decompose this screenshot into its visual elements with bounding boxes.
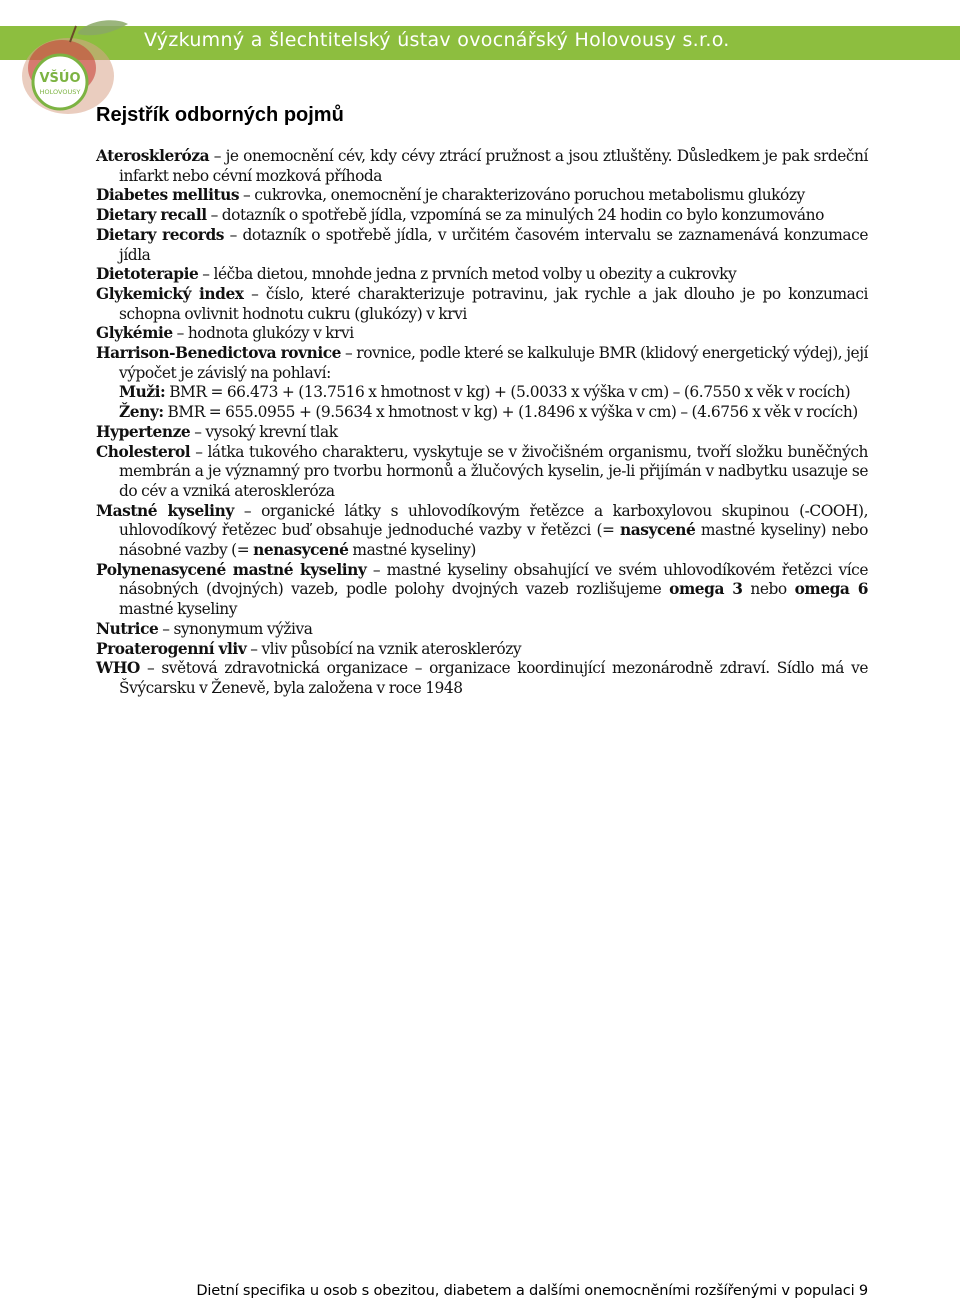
entry-term: Diabetes mellitus <box>96 186 240 205</box>
entry-definition: – rovnice, podle které se kalkuluje BMR (klidový energetický výdej), její výpočet je závislý na pohlaví: <box>119 344 868 382</box>
entry-term: Ateroskleróza <box>96 147 210 165</box>
entry-term: WHO <box>96 659 140 678</box>
logo-text-sub: HOLOVOUSY <box>39 88 81 96</box>
entry-definition: – organické látky s uhlovodíkovým řetězce a karboxylovou skupinou (-COOH), uhlovodíkový řetězec buď obsahuje jednoduché vazby v řetězci (= <box>119 501 869 540</box>
emphasis-nenasycene: nenasycené <box>253 541 349 560</box>
entry-term: Glykemický index <box>96 284 244 303</box>
entry-definition: – je onemocnění cév, kdy cévy ztrácí pružnost a jsou ztluštěny. Důsledkem je pak srdeční infarkt nebo cévní mozková příhoda <box>119 147 868 185</box>
glossary-entry-who <box>96 659 868 698</box>
entry-definition: – mastné kyseliny obsahující ve svém uhlovodíkovém řetězci více násobných (dvojných) vazeb, podle polohy dvojných vazeb rozlišujeme <box>119 560 869 599</box>
glossary-entry-nutrice <box>96 620 868 640</box>
formula-women <box>96 403 868 423</box>
glossary-entry-glykemicky-index <box>96 285 868 324</box>
formula-text: BMR = 66.473 + (13.7516 x hmotnost v kg) + (5.0033 x výška v cm) – (6.7550 x věk v rocích) <box>165 383 851 402</box>
apple-leaf <box>78 20 128 35</box>
entry-term: Polynenasycené mastné kyseliny <box>96 560 367 579</box>
glossary-entry-diabetes <box>96 186 868 206</box>
entry-definition: – vysoký krevní tlak <box>190 422 338 441</box>
glossary <box>96 147 868 699</box>
entry-definition: mastné kyseliny) nebo násobné vazby (= <box>119 521 868 560</box>
logo-text-main: VŠÚO <box>39 71 81 86</box>
glossary-entry-harrison-benedict <box>96 344 868 383</box>
apple-logo <box>14 8 132 118</box>
glossary-entry-ateroskleroza <box>96 147 868 186</box>
page-number: 9 <box>858 1282 868 1299</box>
glossary-entry-hypertenze <box>96 423 868 443</box>
entry-definition: – léčba dietou, mnohde jedna z prvních metod volby u obezity a cukrovky <box>198 265 737 284</box>
entry-term: Harrison-Benedictova rovnice <box>96 344 341 363</box>
glossary-entry-dietary-records <box>96 226 868 265</box>
entry-definition: mastné kyseliny) <box>348 541 476 560</box>
entry-definition: mastné kyseliny <box>119 600 237 619</box>
entry-definition: – dotazník o spotřebě jídla, vzpomíná se za minulých 24 hodin co bylo konzumováno <box>206 206 824 225</box>
entry-term: Cholesterol <box>96 442 191 461</box>
entry-term: Hypertenze <box>96 422 191 441</box>
emphasis-omega-6: omega 6 <box>794 580 868 599</box>
entry-term: Proaterogenní vliv <box>96 639 247 658</box>
formula-label: Ženy: <box>119 403 164 422</box>
formula-men <box>96 383 868 403</box>
formula-text: BMR = 655.0955 + (9.5634 x hmotnost v kg) + (1.8496 x výška v cm) – (4.6756 x věk v rocích) <box>163 403 858 422</box>
entry-definition: – světová zdravotnická organizace – organizace koordinující mezonárodně zdraví. Sídlo má ve Švýcarsku v Ženevě, byla založena v roce 1948 <box>119 659 868 697</box>
entry-definition: – dotazník o spotřebě jídla, v určitém časovém intervalu se zaznamenává konzumace jídla <box>119 225 868 264</box>
institute-name: Výzkumný a šlechtitelský ústav ovocnářský Holovousy s.r.o. <box>144 29 730 51</box>
glossary-entry-cholesterol <box>96 443 868 502</box>
entry-definition: – látka tukového charakteru, vyskytuje se v živočišném organismu, tvoří složku buněčných membrán a je významný pro tvorbu hormonů a žlučových kyselin, je-li přijímán v nadbytku usazuje se do cév a vzniká ateroskleróza <box>119 442 868 500</box>
page-title: Rejstřík odborných pojmů <box>96 104 344 126</box>
entry-term: Dietary records <box>96 225 224 244</box>
glossary-entry-proaterogenni-vliv <box>96 640 868 660</box>
glossary-entry-glykemie <box>96 324 868 344</box>
entry-definition: – vliv působící na vznik aterosklerózy <box>246 639 522 658</box>
entry-term: Dietary recall <box>96 206 207 225</box>
page-footer <box>196 1282 868 1299</box>
footer-text: Dietní specifika u osob s obezitou, diabetem a dalšími onemocněními rozšířenými v populaci <box>196 1282 855 1299</box>
glossary-entry-polynenasycene <box>96 561 868 620</box>
entry-definition: – synonymum výživa <box>158 619 313 638</box>
entry-definition: – číslo, které charakterizuje potravinu, jak rychle a jak dlouho je po konzumaci schopna ovlivnit hodnotu cukru (glukózy) v krvi <box>119 284 869 323</box>
entry-term: Nutrice <box>96 619 159 638</box>
glossary-entry-dietary-recall <box>96 206 868 226</box>
entry-definition: – hodnota glukózy v krvi <box>172 324 354 343</box>
entry-definition: nebo <box>742 580 795 599</box>
emphasis-nasycene: nasycené <box>620 521 696 540</box>
glossary-entry-dietoterapie <box>96 265 868 285</box>
entry-term: Glykémie <box>96 324 173 343</box>
entry-definition: – cukrovka, onemocnění je charakterizováno poruchou metabolismu glukózy <box>239 186 805 205</box>
entry-term: Mastné kyseliny <box>96 501 234 520</box>
formula-label: Muži: <box>119 383 166 402</box>
entry-term: Dietoterapie <box>96 265 199 284</box>
glossary-entry-mastne-kyseliny <box>96 502 868 561</box>
emphasis-omega-3: omega 3 <box>669 580 743 599</box>
